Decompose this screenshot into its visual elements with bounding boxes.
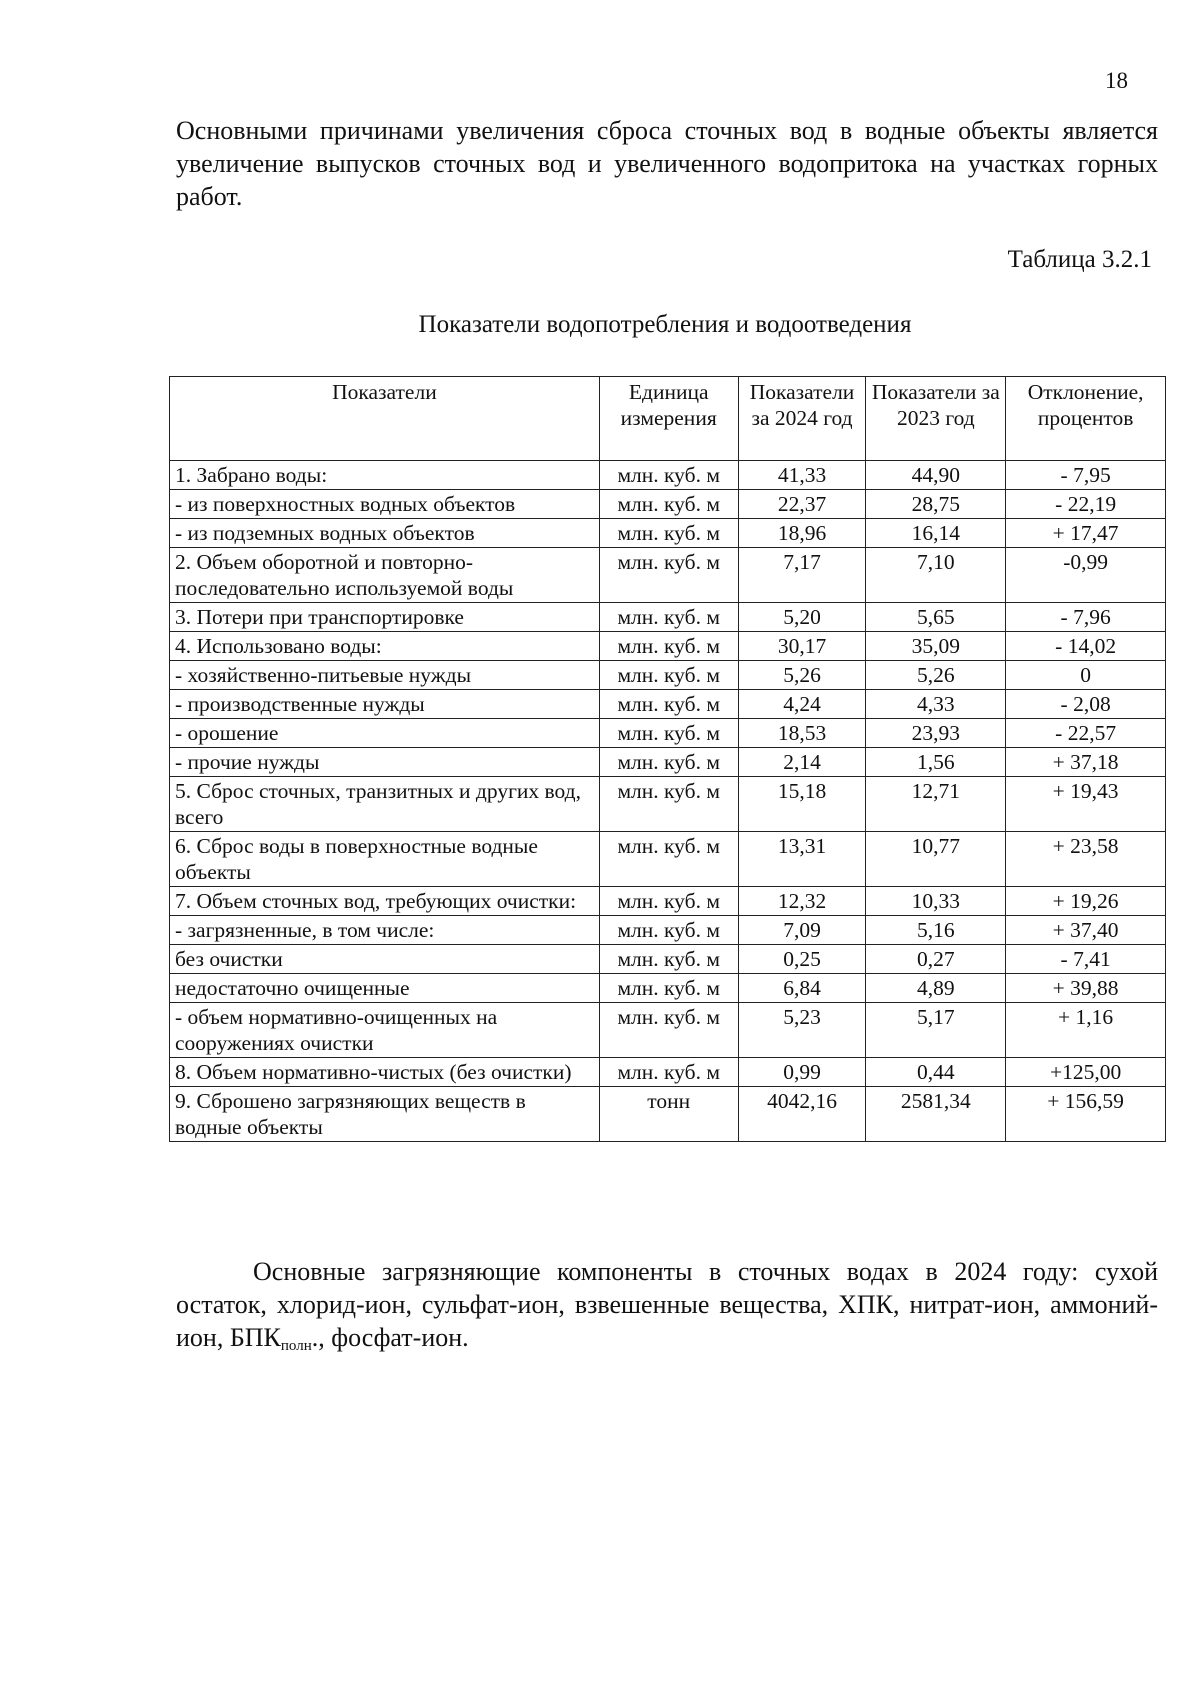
- cell-value-2023: 12,71: [866, 777, 1006, 832]
- cell-unit: млн. куб. м: [599, 832, 738, 887]
- table-row: [170, 832, 1166, 887]
- cell-value-2023: 35,09: [866, 632, 1006, 661]
- cell-unit: млн. куб. м: [599, 974, 738, 1003]
- cell-indicator: 8. Объем нормативно-чистых (без очистки): [170, 1058, 600, 1087]
- table-row: [170, 690, 1166, 719]
- cell-value-2024: 13,31: [738, 832, 866, 887]
- table-row: [170, 519, 1166, 548]
- table-row: [170, 748, 1166, 777]
- cell-unit: млн. куб. м: [599, 632, 738, 661]
- table-row: [170, 632, 1166, 661]
- cell-value-2024: 41,33: [738, 461, 866, 490]
- cell-unit: млн. куб. м: [599, 490, 738, 519]
- table-body: [170, 461, 1166, 1142]
- cell-indicator: - из подземных водных объектов: [170, 519, 600, 548]
- table-row: [170, 777, 1166, 832]
- cell-value-2024: 12,32: [738, 887, 866, 916]
- cell-value-2023: 23,93: [866, 719, 1006, 748]
- cell-deviation: - 22,57: [1006, 719, 1166, 748]
- cell-value-2023: 5,17: [866, 1003, 1006, 1058]
- cell-unit: млн. куб. м: [599, 777, 738, 832]
- cell-indicator: - из поверхностных водных объектов: [170, 490, 600, 519]
- cell-value-2023: 2581,34: [866, 1087, 1006, 1142]
- cell-value-2023: 0,27: [866, 945, 1006, 974]
- header-deviation: Отклонение, процентов: [1006, 377, 1166, 461]
- table-row: [170, 490, 1166, 519]
- header-indicators: Показатели: [170, 377, 600, 461]
- cell-deviation: - 7,41: [1006, 945, 1166, 974]
- table-row: [170, 1087, 1166, 1142]
- table-title: Показатели водопотребления и водоотведения: [418, 311, 912, 338]
- cell-deviation: + 39,88: [1006, 974, 1166, 1003]
- table-row: [170, 1003, 1166, 1058]
- cell-value-2023: 5,65: [866, 603, 1006, 632]
- cell-value-2023: 10,33: [866, 887, 1006, 916]
- cell-value-2024: 4,24: [738, 690, 866, 719]
- cell-value-2023: 44,90: [866, 461, 1006, 490]
- cell-value-2023: 4,33: [866, 690, 1006, 719]
- cell-indicator: 6. Сброс воды в поверхностные водные объекты: [170, 832, 600, 887]
- cell-unit: млн. куб. м: [599, 1058, 738, 1087]
- cell-value-2024: 5,26: [738, 661, 866, 690]
- cell-unit: млн. куб. м: [599, 719, 738, 748]
- cell-deviation: + 1,16: [1006, 1003, 1166, 1058]
- table-row: [170, 887, 1166, 916]
- cell-indicator: 4. Использовано воды:: [170, 632, 600, 661]
- cell-indicator: 7. Объем сточных вод, требующих очистки:: [170, 887, 600, 916]
- cell-indicator: 3. Потери при транспортировке: [170, 603, 600, 632]
- cell-value-2024: 22,37: [738, 490, 866, 519]
- cell-deviation: +125,00: [1006, 1058, 1166, 1087]
- cell-deviation: + 37,40: [1006, 916, 1166, 945]
- cell-value-2024: 18,96: [738, 519, 866, 548]
- cell-deviation: - 7,95: [1006, 461, 1166, 490]
- cell-indicator: - хозяйственно-питьевые нужды: [170, 661, 600, 690]
- cell-deviation: - 14,02: [1006, 632, 1166, 661]
- cell-value-2024: 18,53: [738, 719, 866, 748]
- cell-deviation: + 19,43: [1006, 777, 1166, 832]
- table-row: [170, 603, 1166, 632]
- cell-indicator: недостаточно очищенные: [170, 974, 600, 1003]
- cell-unit: млн. куб. м: [599, 945, 738, 974]
- table-row: [170, 461, 1166, 490]
- cell-value-2024: 6,84: [738, 974, 866, 1003]
- header-2024: Показатели за 2024 год: [738, 377, 866, 461]
- cell-indicator: 1. Забрано воды:: [170, 461, 600, 490]
- table-row: [170, 945, 1166, 974]
- cell-value-2024: 0,25: [738, 945, 866, 974]
- table-row: [170, 1058, 1166, 1087]
- cell-unit: млн. куб. м: [599, 461, 738, 490]
- cell-deviation: + 19,26: [1006, 887, 1166, 916]
- cell-value-2024: 30,17: [738, 632, 866, 661]
- cell-deviation: + 37,18: [1006, 748, 1166, 777]
- closing-paragraph-tail: ., фосфат-ион.: [311, 1323, 469, 1352]
- cell-deviation: - 2,08: [1006, 690, 1166, 719]
- cell-unit: млн. куб. м: [599, 548, 738, 603]
- cell-indicator: без очистки: [170, 945, 600, 974]
- cell-value-2024: 4042,16: [738, 1087, 866, 1142]
- page-number: 18: [1105, 68, 1128, 93]
- cell-unit: тонн: [599, 1087, 738, 1142]
- cell-indicator: - загрязненные, в том числе:: [170, 916, 600, 945]
- cell-value-2023: 5,16: [866, 916, 1006, 945]
- closing-paragraph: [176, 1255, 1158, 1363]
- cell-value-2024: 5,20: [738, 603, 866, 632]
- cell-value-2024: 7,09: [738, 916, 866, 945]
- cell-value-2024: 2,14: [738, 748, 866, 777]
- cell-indicator: 5. Сброс сточных, транзитных и других вод, всего: [170, 777, 600, 832]
- table-label: Таблица 3.2.1: [1007, 246, 1152, 273]
- cell-deviation: + 23,58: [1006, 832, 1166, 887]
- cell-unit: млн. куб. м: [599, 603, 738, 632]
- table-header-row: [170, 377, 1166, 461]
- cell-value-2023: 0,44: [866, 1058, 1006, 1087]
- cell-value-2024: 15,18: [738, 777, 866, 832]
- table-row: [170, 719, 1166, 748]
- cell-value-2023: 5,26: [866, 661, 1006, 690]
- cell-unit: млн. куб. м: [599, 748, 738, 777]
- cell-value-2023: 16,14: [866, 519, 1006, 548]
- cell-unit: млн. куб. м: [599, 887, 738, 916]
- table-row: [170, 974, 1166, 1003]
- cell-indicator: - производственные нужды: [170, 690, 600, 719]
- cell-value-2023: 1,56: [866, 748, 1006, 777]
- table-row: [170, 916, 1166, 945]
- closing-paragraph-text: Основные загрязняющие компоненты в сточных водах в 2024 году: сухой остаток, хлорид-ион, сульфат-ион, взвешенные вещества, ХПК, нитрат-ион, аммоний-ион, БПК: [176, 1257, 1158, 1352]
- cell-value-2023: 7,10: [866, 548, 1006, 603]
- cell-unit: млн. куб. м: [599, 916, 738, 945]
- header-2023: Показатели за 2023 год: [866, 377, 1006, 461]
- cell-unit: млн. куб. м: [599, 661, 738, 690]
- cell-value-2023: 28,75: [866, 490, 1006, 519]
- cell-deviation: - 7,96: [1006, 603, 1166, 632]
- header-unit: Единица измерения: [599, 377, 738, 461]
- cell-deviation: 0: [1006, 661, 1166, 690]
- cell-deviation: -0,99: [1006, 548, 1166, 603]
- cell-unit: млн. куб. м: [599, 519, 738, 548]
- cell-unit: млн. куб. м: [599, 690, 738, 719]
- cell-indicator: 2. Объем оборотной и повторно-последовательно используемой воды: [170, 548, 600, 603]
- cell-unit: млн. куб. м: [599, 1003, 738, 1058]
- cell-indicator: - объем нормативно-очищенных на сооружениях очистки: [170, 1003, 600, 1058]
- cell-deviation: + 156,59: [1006, 1087, 1166, 1142]
- intro-paragraph: Основными причинами увеличения сброса сточных вод в водные объекты является увеличение выпусков сточных вод и увеличенного водопритока на участках горных работ.: [176, 116, 1158, 211]
- cell-value-2024: 7,17: [738, 548, 866, 603]
- cell-deviation: + 17,47: [1006, 519, 1166, 548]
- cell-value-2023: 10,77: [866, 832, 1006, 887]
- cell-indicator: - прочие нужды: [170, 748, 600, 777]
- cell-value-2024: 5,23: [738, 1003, 866, 1058]
- water-indicators-table: [169, 376, 1166, 1142]
- table-row: [170, 548, 1166, 603]
- table-row: [170, 661, 1166, 690]
- closing-paragraph-subscript: полн: [280, 1338, 312, 1354]
- cell-indicator: - орошение: [170, 719, 600, 748]
- cell-value-2024: 0,99: [738, 1058, 866, 1087]
- cell-value-2023: 4,89: [866, 974, 1006, 1003]
- cell-indicator: 9. Сброшено загрязняющих веществ в водные объекты: [170, 1087, 600, 1142]
- cell-deviation: - 22,19: [1006, 490, 1166, 519]
